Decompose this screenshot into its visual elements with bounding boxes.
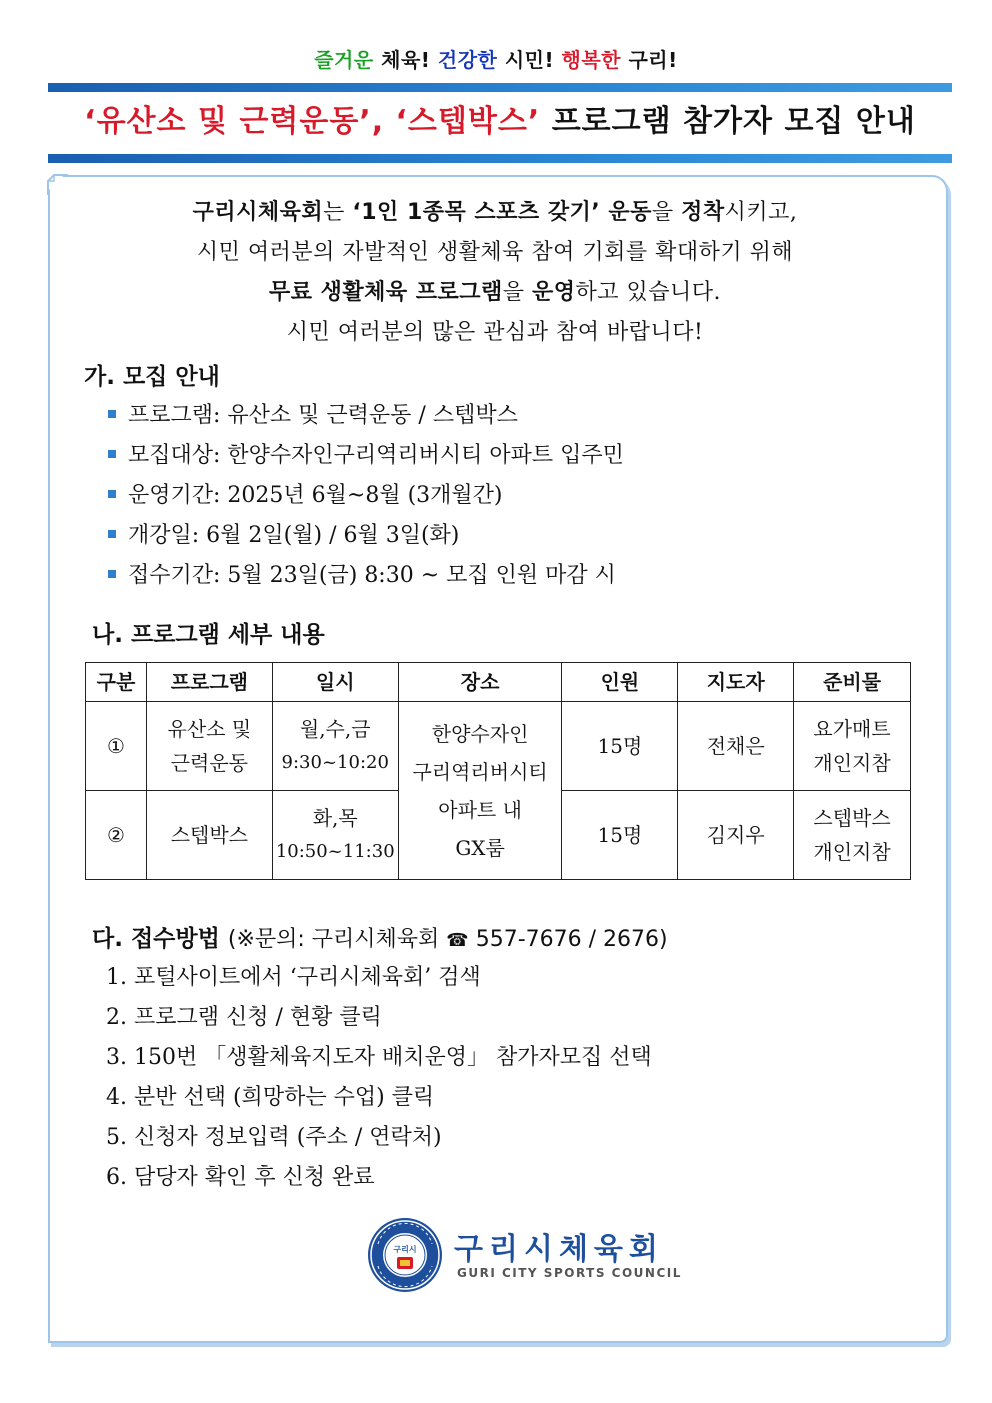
col-header-division: 구분: [86, 663, 147, 702]
schedule-days: 화,목: [312, 806, 358, 830]
intro-text-4: 을: [502, 280, 533, 305]
list-item: [108, 396, 624, 436]
instructor-cell: 김지우: [678, 791, 794, 880]
intro-line-4: 시민 여러분의 많은 관심과 참여 바랍니다!: [286, 320, 704, 345]
list-item: 3. 150번 「생활체육지도자 배치운영」 참가자모집 선택: [106, 1045, 652, 1070]
program-detail-table: [85, 662, 911, 880]
list-item: 1. 포털사이트에서 ‘구리시체육회’ 검색: [106, 965, 481, 990]
list-item: [108, 436, 624, 476]
list-item: 6. 담당자 확인 후 신청 완료: [106, 1165, 375, 1190]
recruit-info-list: [108, 396, 624, 596]
program-cell: [146, 702, 272, 791]
title-band-top: [48, 83, 952, 92]
place-cell: [398, 702, 562, 880]
program-cell: 스텝박스: [146, 791, 272, 880]
bullet-square-icon: [108, 410, 116, 418]
list-item-text: 운영기간: 2025년 6월~8월 (3개월간): [128, 483, 503, 508]
bullet-square-icon: [108, 450, 116, 458]
title-highlight: ‘유산소 및 근력운동’, ‘스텝박스’: [84, 104, 541, 139]
bullet-square-icon: [108, 570, 116, 578]
col-header-instructor: 지도자: [678, 663, 794, 702]
title-band-bottom: [48, 154, 952, 163]
list-item: [108, 476, 624, 516]
intro-line-2: 시민 여러분의 자발적인 생활체육 참여 기회를 확대하기 위해: [196, 240, 794, 265]
intro-bold-org: 구리시체육회: [192, 200, 324, 225]
intro-text: [60, 193, 930, 353]
slogan-part-3: 건강한: [437, 48, 498, 72]
council-emblem-icon: [366, 1216, 444, 1294]
col-header-schedule: 일시: [272, 663, 398, 702]
program-line: 유산소 및: [167, 717, 252, 741]
intro-text-1: 는: [323, 200, 353, 225]
capacity-cell: 15명: [562, 791, 678, 880]
inquiry-prefix: (※문의: 구리시체육회: [227, 927, 447, 952]
list-item-text: 개강일: 6월 2일(월) / 6월 3일(화): [128, 523, 460, 548]
row-number: ②: [86, 791, 147, 880]
intro-bold-operate: 운영: [532, 280, 576, 305]
table-row: [86, 702, 911, 791]
capacity-cell: 15명: [562, 702, 678, 791]
section-a-heading: 가. 모집 안내: [84, 364, 220, 390]
bullet-square-icon: [108, 530, 116, 538]
slogan-part-6: 구리!: [621, 48, 678, 72]
intro-bold-settle: 정착: [681, 200, 725, 225]
slogan: [0, 44, 992, 73]
intro-line-3: [60, 273, 930, 313]
list-item: 4. 분반 선택 (희망하는 수업) 클릭: [106, 1085, 435, 1110]
list-item: 2. 프로그램 신청 / 현황 클릭: [106, 1005, 382, 1030]
phone-icon: ☎: [446, 930, 469, 951]
bullet-square-icon: [108, 490, 116, 498]
slogan-part-4: 시민!: [497, 48, 562, 72]
instructor-cell: 전채은: [678, 702, 794, 791]
list-item: 5. 신청자 정보입력 (주소 / 연락처): [106, 1125, 442, 1150]
schedule-time: 9:30~10:20: [281, 752, 389, 773]
list-item: [108, 516, 624, 556]
council-english-name: GURI CITY SPORTS COUNCIL: [457, 1266, 682, 1280]
list-item-text: 모집대상: 한양수자인구리역리버시티 아파트 입주민: [128, 443, 624, 468]
supplies-line: 개인지참: [813, 751, 891, 775]
intro-text-3: 시키고,: [724, 200, 798, 225]
col-header-capacity: 인원: [562, 663, 678, 702]
application-steps: [106, 958, 652, 1198]
slogan-part-1: 즐거운: [314, 48, 374, 72]
supplies-cell: [794, 702, 911, 791]
supplies-line: 스텝박스: [813, 806, 891, 830]
supplies-cell: [794, 791, 911, 880]
row-number: ①: [86, 702, 147, 791]
program-line: 근력운동: [170, 751, 248, 775]
place-line: 구리역리버시티: [412, 759, 548, 784]
intro-line-1: [60, 193, 930, 233]
list-item-text: 접수기간: 5월 23일(금) 8:30 ~ 모집 인원 마감 시: [128, 563, 616, 588]
list-item: [108, 556, 624, 596]
table-header-row: [86, 663, 911, 702]
intro-text-5: 하고 있습니다.: [575, 280, 722, 305]
emblem-text: 구리시: [393, 1245, 417, 1254]
place-line: 아파트 내: [438, 797, 522, 822]
section-c-title: 다. 접수방법: [92, 926, 220, 952]
intro-bold-campaign: ‘1인 1종목 스포츠 갖기’ 운동: [352, 200, 652, 225]
col-header-program: 프로그램: [146, 663, 272, 702]
supplies-line: 요가매트: [813, 717, 891, 741]
place-line: GX룸: [455, 835, 505, 860]
section-b-heading: 나. 프로그램 세부 내용: [92, 622, 325, 648]
list-item-text: 프로그램: 유산소 및 근력운동 / 스텝박스: [128, 403, 518, 428]
inquiry-phone: 557-7676 / 2676): [468, 927, 668, 952]
col-header-place: 장소: [398, 663, 562, 702]
schedule-cell: [272, 791, 398, 880]
col-header-supplies: 준비물: [794, 663, 911, 702]
intro-text-2: 을: [651, 200, 682, 225]
schedule-cell: [272, 702, 398, 791]
schedule-days: 월,수,금: [299, 717, 371, 741]
place-line: 한양수자인: [431, 721, 529, 746]
council-name: 구리시체육회: [454, 1232, 664, 1267]
section-c-heading: [92, 920, 668, 953]
schedule-time: 10:50~11:30: [275, 841, 395, 862]
title-rest: 프로그램 참가자 모집 안내: [540, 104, 916, 139]
slogan-part-5: 행복한: [561, 48, 622, 72]
slogan-part-2: 체육!: [373, 48, 438, 72]
intro-bold-program: 무료 생활체육 프로그램: [268, 280, 503, 305]
supplies-line: 개인지참: [813, 840, 891, 864]
page-title: [48, 96, 952, 140]
